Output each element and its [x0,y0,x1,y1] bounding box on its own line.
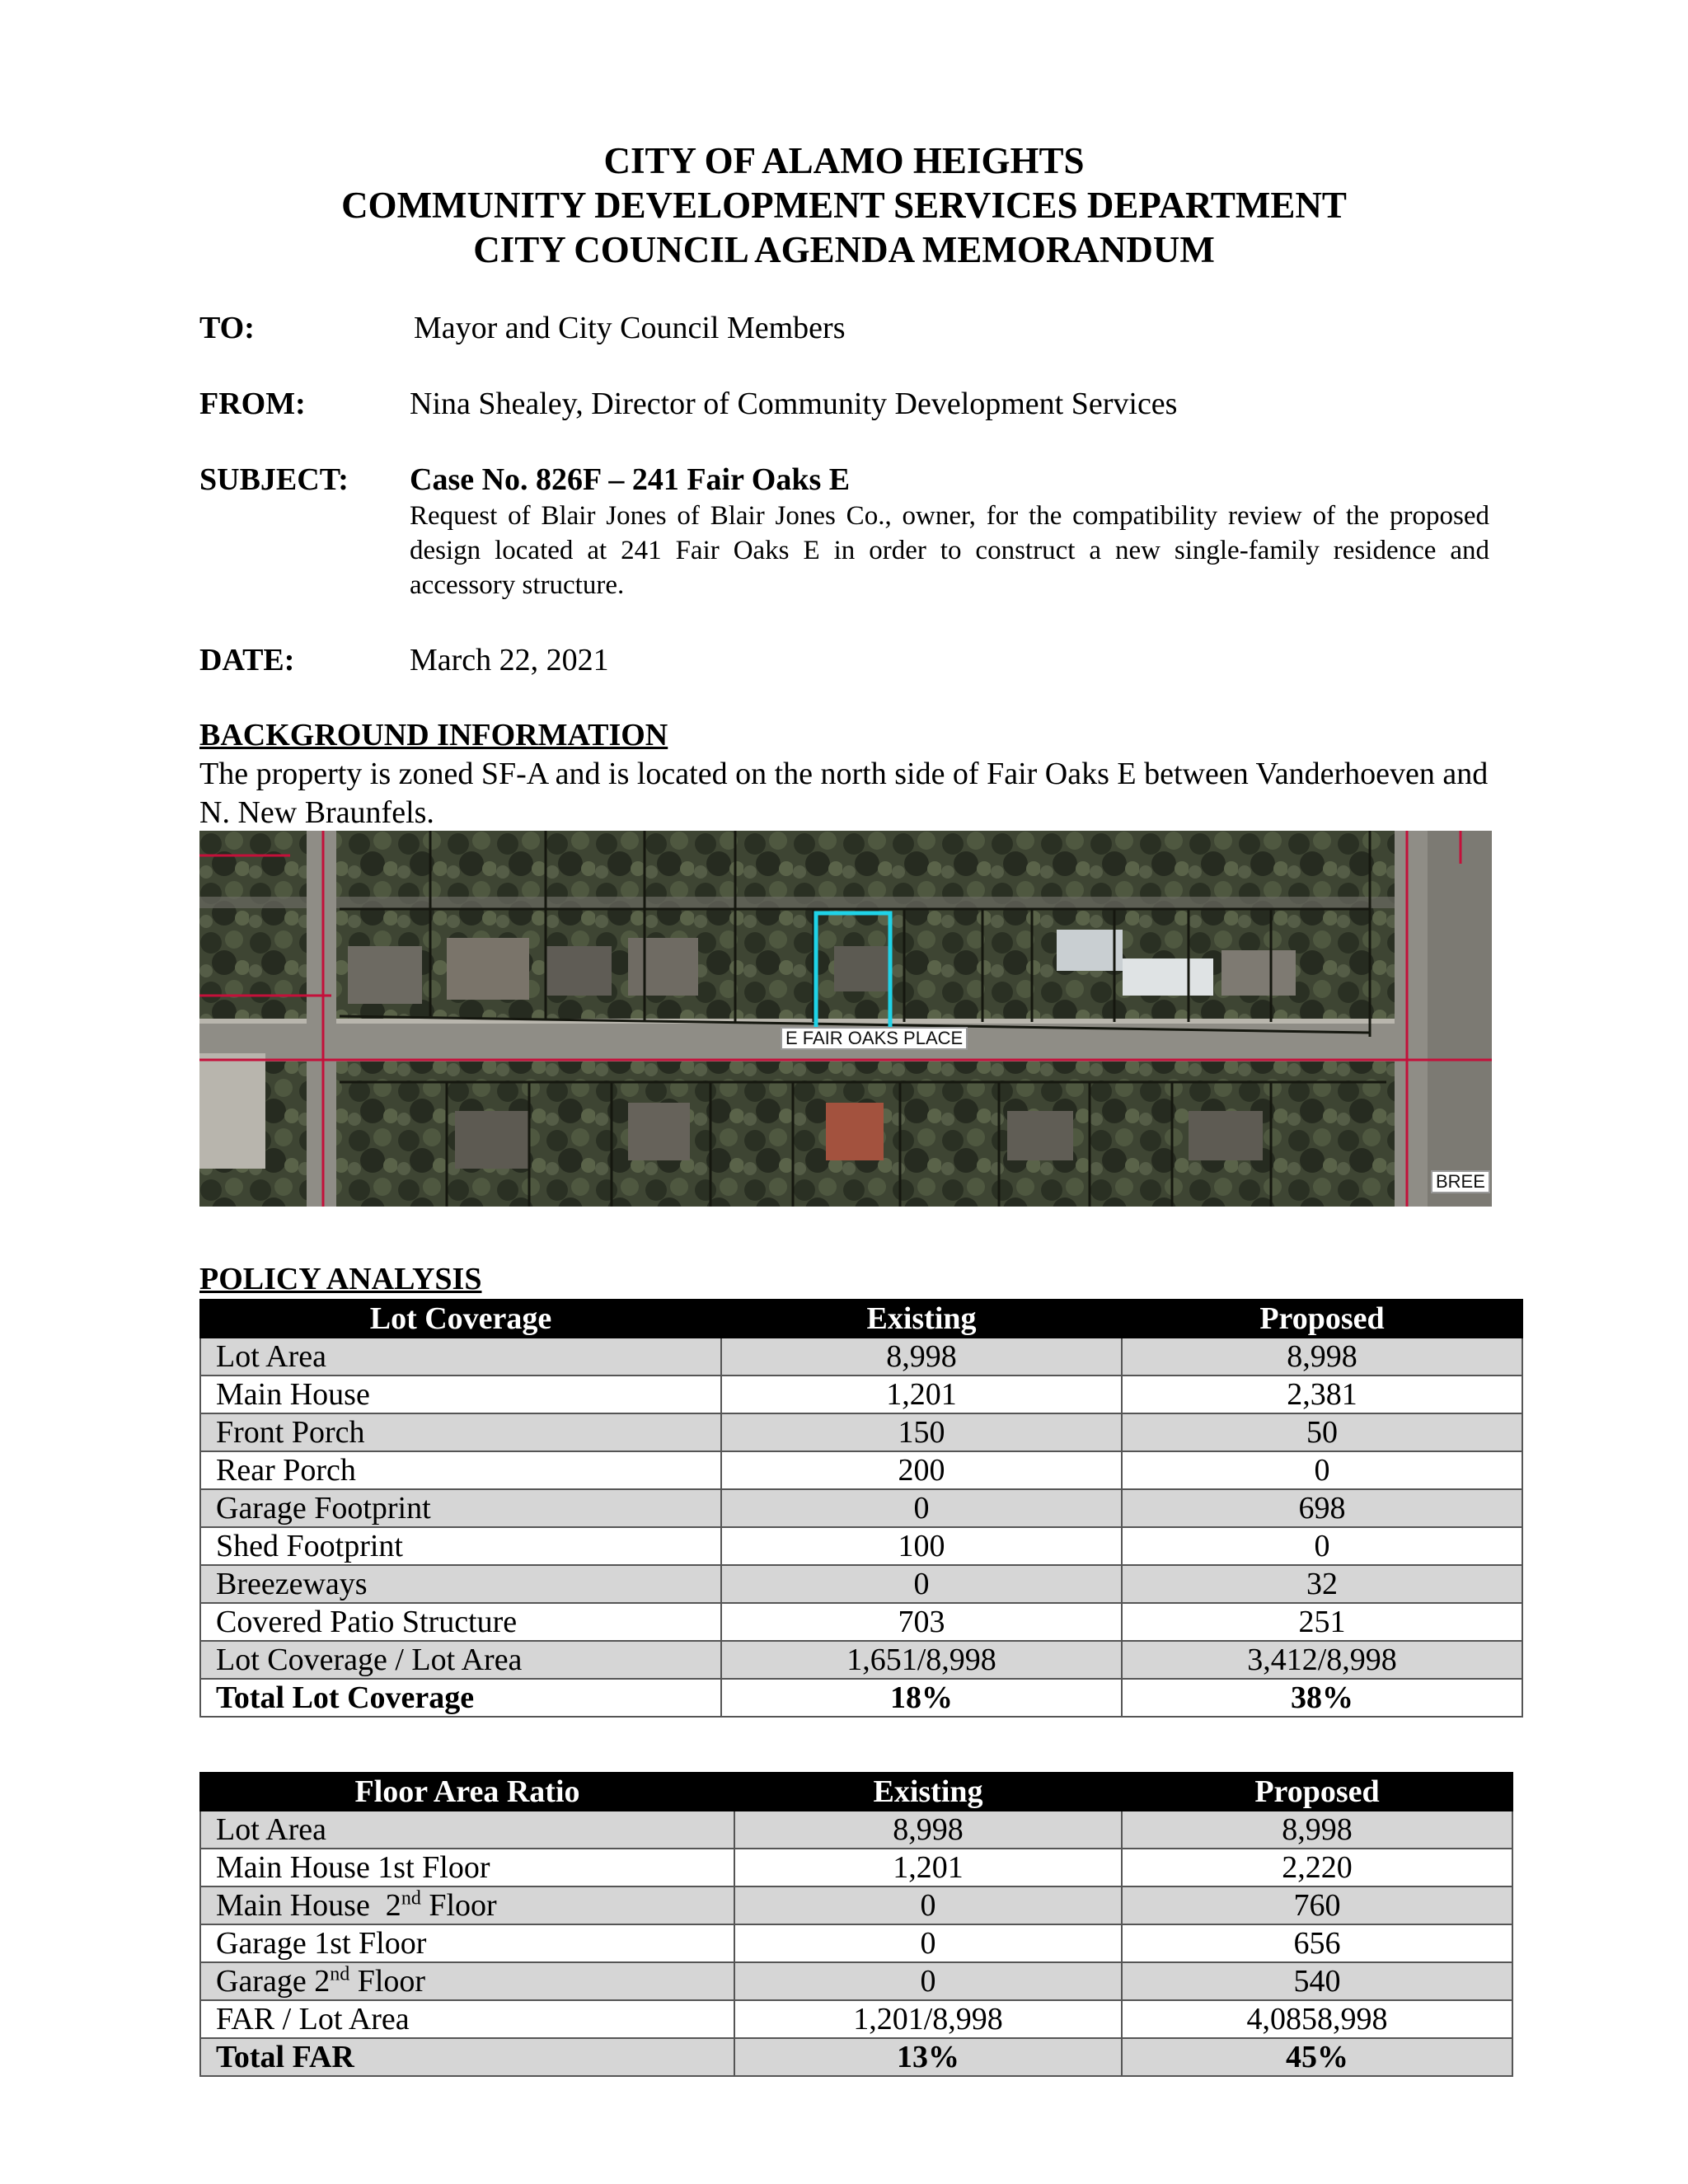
row-label: Front Porch [200,1413,721,1451]
column-header: Proposed [1122,1773,1512,1811]
column-header: Existing [734,1773,1122,1811]
existing-value: 1,651/8,998 [721,1641,1122,1679]
existing-value: 1,201/8,998 [734,2000,1122,2038]
lot-coverage-header-row [200,1300,1522,1338]
row-label: Garage Footprint [200,1489,721,1527]
proposed-value: 251 [1122,1603,1522,1641]
date-label: DATE: [199,643,295,677]
lot-coverage-table [199,1299,1523,1718]
aerial-map [199,831,1492,1207]
proposed-value: 45% [1122,2038,1512,2076]
table-row [200,1811,1512,1849]
table-row [200,1849,1512,1886]
existing-value: 0 [734,1924,1122,1962]
row-label: Breezeways [200,1565,721,1603]
proposed-value: 540 [1122,1962,1512,2000]
row-label-text: Garage 2 [216,1964,331,1999]
header-line-department: COMMUNITY DEVELOPMENT SERVICES DEPARTMENT [341,185,1347,226]
from-label: FROM: [199,387,306,421]
table-row [200,1489,1522,1527]
existing-value: 1,201 [721,1376,1122,1413]
existing-value: 150 [721,1413,1122,1451]
existing-value: 18% [721,1679,1122,1717]
row-label: Lot Area [200,1811,734,1849]
row-label-suffix: Floor [349,1964,426,1999]
table-row [200,1962,1512,2000]
proposed-value: 4,0858,998 [1122,2000,1512,2038]
table-row [200,2038,1512,2076]
row-label: Total FAR [200,2038,734,2076]
proposed-value: 2,381 [1122,1376,1522,1413]
proposed-value: 50 [1122,1413,1522,1451]
proposed-value: 698 [1122,1489,1522,1527]
row-label: FAR / Lot Area [200,2000,734,2038]
subject-body: Request of Blair Jones of Blair Jones Co., owner, for the compatibility review of the proposed design located at 241 Fair Oaks E in order to construct a new single-family residence and accessory structure. [410,501,1489,600]
table-row [200,1603,1522,1641]
table-row [200,1679,1522,1717]
row-label: Garage 1st Floor [200,1924,734,1962]
proposed-value: 32 [1122,1565,1522,1603]
existing-value: 703 [721,1603,1122,1641]
existing-value: 200 [721,1451,1122,1489]
table-row [200,1451,1522,1489]
floor-area-ratio-table [199,1772,1513,2077]
row-label: Covered Patio Structure [200,1603,721,1641]
to-label: TO: [199,311,255,345]
row-label: Lot Coverage / Lot Area [200,1641,721,1679]
header-line-memorandum: CITY COUNCIL AGENDA MEMORANDUM [473,229,1215,270]
row-label: Total Lot Coverage [200,1679,721,1717]
table-row [200,1527,1522,1565]
proposed-value: 0 [1122,1527,1522,1565]
far-header-row [200,1773,1512,1811]
table-row [200,1886,1512,1924]
proposed-value: 760 [1122,1886,1512,1924]
existing-value: 13% [734,2038,1122,2076]
table-row [200,1641,1522,1679]
row-label: Shed Footprint [200,1527,721,1565]
existing-value: 0 [721,1489,1122,1527]
row-label [200,1962,734,2000]
existing-value: 0 [734,1962,1122,2000]
column-header: Lot Coverage [200,1300,721,1338]
subject-label: SUBJECT: [199,462,349,497]
proposed-value: 2,220 [1122,1849,1512,1886]
from-value: Nina Shealey, Director of Community Development Services [410,387,1178,421]
street-label: E FAIR OAKS PLACE [781,1027,968,1050]
column-header: Proposed [1122,1300,1522,1338]
table-row [200,2000,1512,2038]
subject-title: Case No. 826F – 241 Fair Oaks E [410,462,851,497]
proposed-value: 3,412/8,998 [1122,1641,1522,1679]
row-label-superscript: nd [330,1963,350,1985]
existing-value: 100 [721,1527,1122,1565]
header-line-city: CITY OF ALAMO HEIGHTS [603,140,1085,181]
row-label: Lot Area [200,1338,721,1376]
row-label-text: Main House 2 [216,1888,401,1923]
existing-value: 0 [721,1565,1122,1603]
floor-area-ratio-table-body [200,1773,1512,2076]
row-label-superscript: nd [401,1887,421,1910]
background-title: BACKGROUND INFORMATION [199,718,668,752]
proposed-value: 8,998 [1122,1811,1512,1849]
table-row [200,1376,1522,1413]
policy-analysis-title: POLICY ANALYSIS [199,1262,482,1296]
date-value: March 22, 2021 [410,643,609,677]
to-value: Mayor and City Council Members [414,311,846,345]
row-label [200,1886,734,1924]
proposed-value: 0 [1122,1451,1522,1489]
proposed-value: 8,998 [1122,1338,1522,1376]
column-header: Floor Area Ratio [200,1773,734,1811]
existing-value: 8,998 [721,1338,1122,1376]
row-label: Main House [200,1376,721,1413]
existing-value: 0 [734,1886,1122,1924]
table-row [200,1338,1522,1376]
corner-street-label: BREE [1431,1170,1490,1193]
row-label: Rear Porch [200,1451,721,1489]
lot-coverage-table-body [200,1300,1522,1717]
existing-value: 8,998 [734,1811,1122,1849]
existing-value: 1,201 [734,1849,1122,1886]
row-label-suffix: Floor [420,1888,497,1923]
table-row [200,1565,1522,1603]
row-label: Main House 1st Floor [200,1849,734,1886]
table-row [200,1924,1512,1962]
proposed-value: 38% [1122,1679,1522,1717]
table-row [200,1413,1522,1451]
proposed-value: 656 [1122,1924,1512,1962]
column-header: Existing [721,1300,1122,1338]
background-text: The property is zoned SF-A and is located on the north side of Fair Oaks E between Vanderhoeven and N. New Braunfels. [199,757,1489,830]
